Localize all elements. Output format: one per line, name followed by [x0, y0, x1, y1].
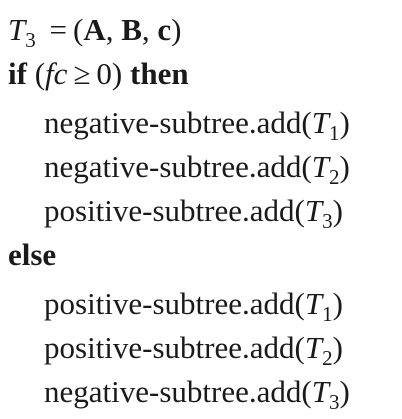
if-line: [8, 52, 189, 96]
arg-t: T: [311, 105, 329, 140]
var-c: c: [53, 56, 68, 91]
arg-subscript: 1: [328, 121, 340, 145]
keyword-else: else: [8, 237, 57, 272]
geq-sign: ≥: [73, 56, 91, 91]
arg-subscript: 3: [328, 390, 340, 414]
assignment-line: [8, 8, 181, 52]
bold-b: B: [121, 12, 142, 47]
arg-t: T: [311, 374, 329, 409]
then-statement: negative-$subtree.add(T_2)$: [44, 149, 350, 189]
then-statement: positive-$subtree.add(T_3)$: [44, 193, 343, 233]
bold-a: A: [83, 12, 106, 47]
arg-subscript: 2: [328, 165, 340, 189]
method-call: negative-subtree.add: [44, 149, 302, 184]
var-t: T: [8, 12, 26, 47]
var-f: f: [45, 56, 54, 91]
else-statement: positive-$subtree.add(T_1)$: [44, 286, 343, 326]
var-t-subscript: 3: [25, 28, 36, 52]
arg-t: T: [304, 286, 323, 321]
comma: ,: [141, 12, 150, 47]
bold-c: c: [157, 12, 172, 47]
else-line: [8, 233, 56, 277]
else-statement: positive-$subtree.add(T_2)$: [44, 330, 343, 370]
arg-t: T: [311, 149, 329, 184]
method-call: positive-subtree.add: [44, 286, 295, 321]
else-statement: negative-$subtree.add(T_3)$: [44, 374, 350, 414]
keyword-then: then: [130, 56, 189, 91]
open-paren: (: [34, 56, 46, 91]
equals-sign: =: [49, 12, 67, 47]
close-paren: ): [111, 56, 123, 91]
method-call: positive-subtree.add: [44, 193, 295, 228]
comma: ,: [105, 12, 114, 47]
arg-subscript: 3: [322, 209, 333, 233]
method-call: positive-subtree.add: [44, 330, 295, 365]
zero: 0: [96, 56, 112, 91]
method-call: negative-subtree.add: [44, 374, 302, 409]
close-paren: ): [171, 12, 182, 47]
then-statement: negative-$subtree.add(T_1)$: [44, 105, 350, 145]
arg-t: T: [304, 330, 323, 365]
arg-subscript: 1: [322, 302, 333, 326]
arg-subscript: 2: [322, 346, 333, 370]
method-call: negative-subtree.add: [44, 105, 302, 140]
keyword-if: if: [8, 56, 27, 91]
open-paren: (: [72, 12, 84, 47]
arg-t: T: [304, 193, 323, 228]
